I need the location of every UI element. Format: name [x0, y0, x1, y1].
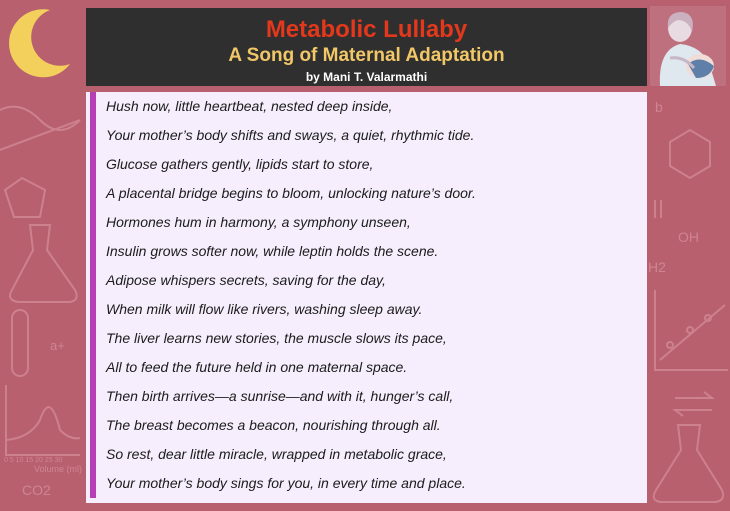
crescent-moon-icon: [6, 6, 74, 78]
bg-label-volume: Volume (ml): [34, 464, 83, 474]
poem-line: The breast becomes a beacon, nourishing through all.: [106, 417, 441, 433]
poem-line: Glucose gathers gently, lipids start to store,: [106, 156, 374, 172]
poem-line: Then birth arrives—a sunrise—and with it, hunger’s call,: [106, 388, 454, 404]
scatter-axes-doodle: [655, 290, 728, 370]
poem-line: Hormones hum in harmony, a symphony unseen,: [106, 214, 411, 230]
wave-doodle: [0, 107, 80, 130]
bg-label-oh: OH: [678, 229, 699, 245]
title-banner: [86, 8, 647, 86]
stanza-3: [86, 324, 647, 440]
stanza-4: [86, 440, 647, 498]
bg-label-a: a+: [50, 338, 65, 353]
hexagon-doodle: [670, 130, 710, 178]
pentagon-doodle: [5, 178, 45, 217]
bg-label-axis-ticks: 0 5 10 15 20 25 30: [4, 457, 63, 464]
poem-line: All to feed the future held in one maternal space.: [106, 359, 408, 375]
arrow-right-doodle: [675, 392, 712, 398]
poem-subtitle: A Song of Maternal Adaptation: [228, 45, 505, 66]
graph-axes-doodle: [6, 385, 80, 455]
bg-label-b: b: [655, 99, 663, 115]
bg-label-co2: CO2: [22, 482, 51, 498]
line-doodle: [0, 120, 80, 150]
poem-line: Hush now, little heartbeat, nested deep inside,: [106, 98, 393, 114]
stanza-1: [86, 92, 647, 208]
stanza-bar: [90, 440, 96, 498]
flask-doodle-right: [654, 425, 723, 502]
test-tube-doodle: [12, 310, 28, 376]
stanza-bar: [90, 92, 96, 208]
flask-doodle-left: [10, 225, 77, 302]
poem-line: Insulin grows softer now, while leptin holds the scene.: [106, 243, 439, 259]
poem-line: Adipose whispers secrets, saving for the day,: [106, 272, 386, 288]
poem-panel: [86, 92, 647, 503]
stanza-bar: [90, 324, 96, 440]
poem-author: by Mani T. Valarmathi: [305, 70, 428, 84]
poem-title: Metabolic Lullaby: [265, 16, 468, 43]
stanza-bar: [90, 208, 96, 324]
bg-label-h2: H2: [648, 259, 666, 275]
double-bond-doodle: [655, 200, 661, 218]
poem-line: Your mother’s body sings for you, in every time and place.: [106, 475, 466, 491]
graph-curve-doodle: [6, 407, 80, 440]
poem-line: A placental bridge begins to bloom, unlocking nature’s door.: [106, 185, 476, 201]
stanza-2: [86, 208, 647, 324]
arrow-left-doodle: [675, 410, 712, 416]
poem-line: The liver learns new stories, the muscle slows its pace,: [106, 330, 447, 346]
poem-line: So rest, dear little miracle, wrapped in metabolic grace,: [106, 446, 447, 462]
mother-and-baby-illustration: [650, 6, 726, 86]
poem-line: Your mother’s body shifts and sways, a quiet, rhythmic tide.: [106, 127, 475, 143]
poem-line: When milk will flow like rivers, washing sleep away.: [106, 301, 423, 317]
